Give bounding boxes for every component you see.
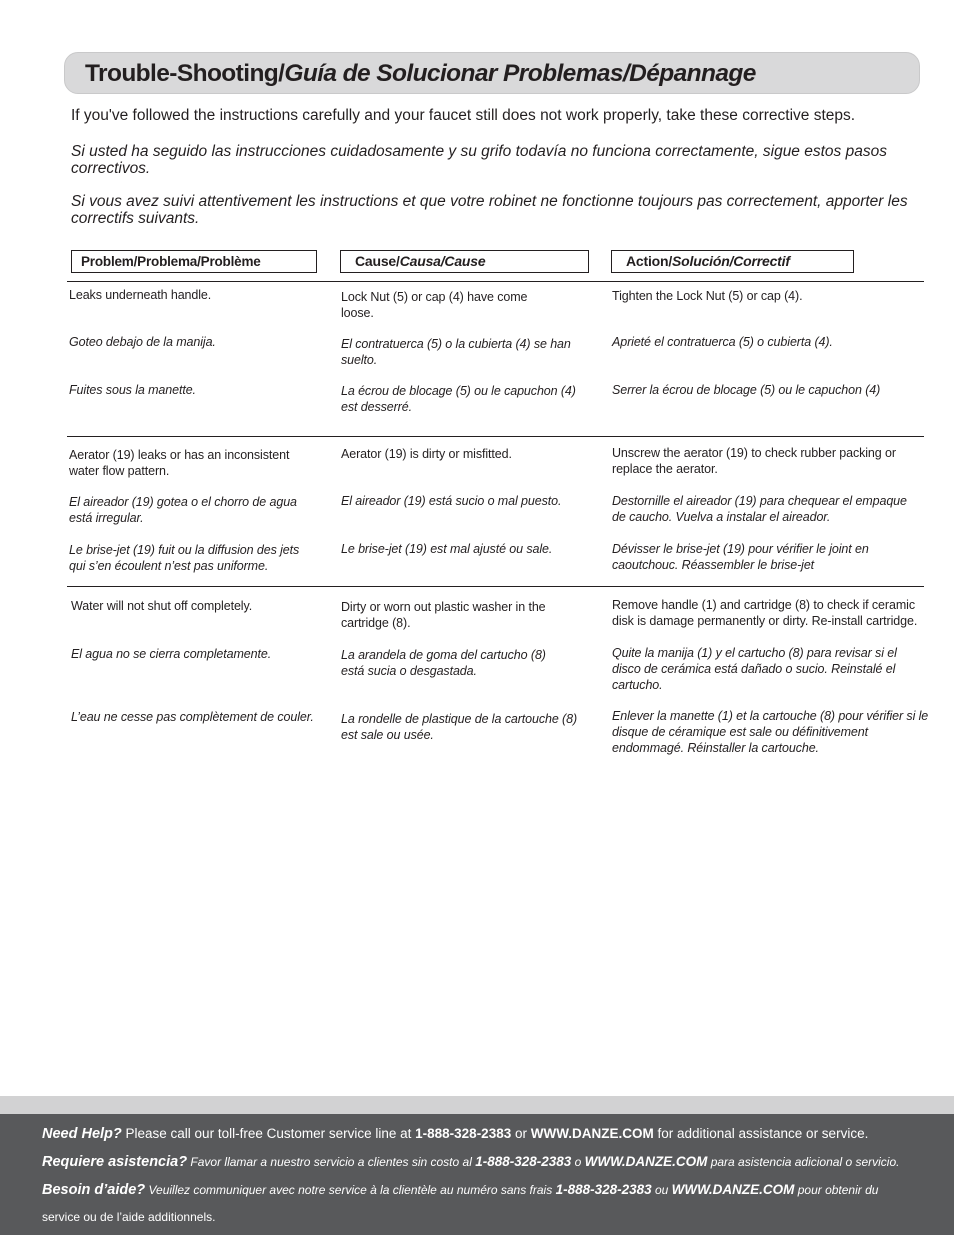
cause-2-en: Aerator (19) is dirty or misfitted. (341, 447, 512, 461)
help-line-english (42, 1126, 942, 1142)
action-3-fr: Enlever la manette (1) et la cartouche (8) pour vérifier si le disque de céramique est sale ou définitivement endommagé. Réinstaller la cartouche. (612, 709, 929, 755)
problem-3-es: El agua no se cierra completamente. (71, 647, 272, 661)
cause-2-es: El aireador (19) está sucio o mal puesto. (341, 494, 562, 508)
cause-1-fr: La écrou de blocage (5) ou le capuchon (4) est desserré. (341, 384, 576, 414)
phone-number[interactable]: 1-888-328-2383 (415, 1126, 512, 1141)
problem-3-fr: L’eau ne cesse pas complètement de couler. (71, 710, 314, 724)
phone-number[interactable]: 1-888-328-2383 (555, 1182, 652, 1197)
table-divider (67, 586, 924, 587)
action-2-en: Unscrew the aerator (19) to check rubber packing or replace the aerator. (612, 446, 896, 476)
header-cause (340, 250, 589, 273)
intro-french: Si vous avez suivi attentivement les instructions et que votre robinet ne fonctionne toujours pas correctement, apporter les correctifs suivants. (71, 193, 908, 227)
header-action (611, 250, 854, 273)
table-divider (67, 436, 924, 437)
action-2-fr: Dévisser le brise-jet (19) pour vérifier le joint en caoutchouc. Réassembler le brise-jet (612, 542, 869, 572)
action-1-es: Aprieté el contratuerca (5) o cubierta (4). (612, 335, 833, 349)
problem-2-fr: Le brise-jet (19) fuit ou la diffusion des jets qui s’en écoulent n’est pas uniforme. (69, 543, 300, 573)
header-problem: Problem/Problema/Problème (71, 250, 317, 273)
help-text-en: Please call our toll-free Customer service line at (121, 1126, 416, 1141)
help-text-es-end: para asistencia adicional o servicio. (707, 1155, 900, 1169)
title-english: Trouble-Shooting/ (85, 60, 285, 87)
problem-3-en: Water will not shut off completely. (71, 599, 253, 613)
action-1-fr: Serrer la écrou de blocage (5) ou le capuchon (4) (612, 383, 881, 397)
help-text-fr: Veuillez communiquer avec notre service à la clientèle au numéro sans frais (145, 1183, 556, 1197)
action-3-es: Quite la manija (1) y el cartucho (8) para revisar si el disco de cerámica está dañado o sucio. Reinstalé el cartucho. (612, 646, 897, 692)
title-bar (64, 52, 920, 94)
header-cause-en: Cause/ (355, 253, 400, 269)
action-1-en: Tighten the Lock Nut (5) or cap (4). (612, 289, 803, 303)
phone-number[interactable]: 1-888-328-2383 (475, 1154, 572, 1169)
cause-3-fr: La rondelle de plastique de la cartouche (8) est sale ou usée. (341, 712, 578, 742)
page-title (85, 60, 756, 88)
action-2-es: Destornille el aireador (19) para chequear el empaque de caucho. Vuelva a instalar el aireador. (612, 494, 907, 524)
problem-2-en: Aerator (19) leaks or has an inconsistent water flow pattern. (69, 448, 290, 478)
intro-spanish: Si usted ha seguido las instrucciones cuidadosamente y su grifo todavía no funciona correctamente, sigue estos pasos correctivos. (71, 143, 887, 177)
help-label-en: Need Help? (42, 1126, 122, 1142)
cause-1-en: Lock Nut (5) or cap (4) have come loose. (341, 290, 528, 320)
title-spanish-french: Guía de Solucionar Problemas/Dépannage (284, 60, 756, 87)
action-3-en: Remove handle (1) and cartridge (8) to check if ceramic disk is damage permanently or dirty. Re-install cartridge. (612, 598, 918, 628)
cause-3-en: Dirty or worn out plastic washer in the cartridge (8). (341, 600, 546, 630)
problem-1-en: Leaks underneath handle. (69, 288, 212, 302)
header-cause-es-fr: Causa/Cause (399, 253, 486, 269)
help-label-es: Requiere asistencia? (42, 1154, 188, 1170)
problem-2-es: El aireador (19) gotea o el chorro de agua está irregular. (69, 495, 297, 525)
cause-3-es: La arandela de goma del cartucho (8) está sucia o desgastada. (341, 648, 546, 678)
website-link[interactable]: WWW.DANZE.COM (584, 1154, 708, 1169)
website-link[interactable]: WWW.DANZE.COM (671, 1182, 795, 1197)
footer-band (0, 1096, 954, 1114)
intro-english: If you've followed the instructions carefully and your faucet still does not work properly, take these corrective steps. (71, 107, 856, 124)
help-text-en-end: for additional assistance or service. (653, 1126, 869, 1141)
cause-1-es: El contratuerca (5) o la cubierta (4) se han suelto. (341, 337, 571, 367)
header-action-es-fr: Solución/Correctif (672, 253, 790, 269)
help-or-fr: ou (651, 1183, 672, 1197)
help-label-fr: Besoin d’aide? (42, 1182, 146, 1198)
help-footer (0, 1114, 954, 1235)
help-line-spanish (42, 1154, 942, 1170)
help-line-french (42, 1182, 942, 1198)
help-text-es: Favor llamar a nuestro servicio a clientes sin costo al (187, 1155, 476, 1169)
help-or-es: o (571, 1155, 585, 1169)
help-or-en: or (511, 1126, 531, 1141)
problem-1-fr: Fuites sous la manette. (69, 383, 196, 397)
cause-2-fr: Le brise-jet (19) est mal ajusté ou sale. (341, 542, 553, 556)
help-line-french-cont: service ou de l’aide additionnels. (42, 1210, 216, 1224)
website-link[interactable]: WWW.DANZE.COM (530, 1126, 654, 1141)
problem-1-es: Goteo debajo de la manija. (69, 335, 216, 349)
table-divider (67, 281, 924, 282)
help-text-fr-end: pour obtenir du (794, 1183, 879, 1197)
header-action-en: Action/ (626, 253, 673, 269)
